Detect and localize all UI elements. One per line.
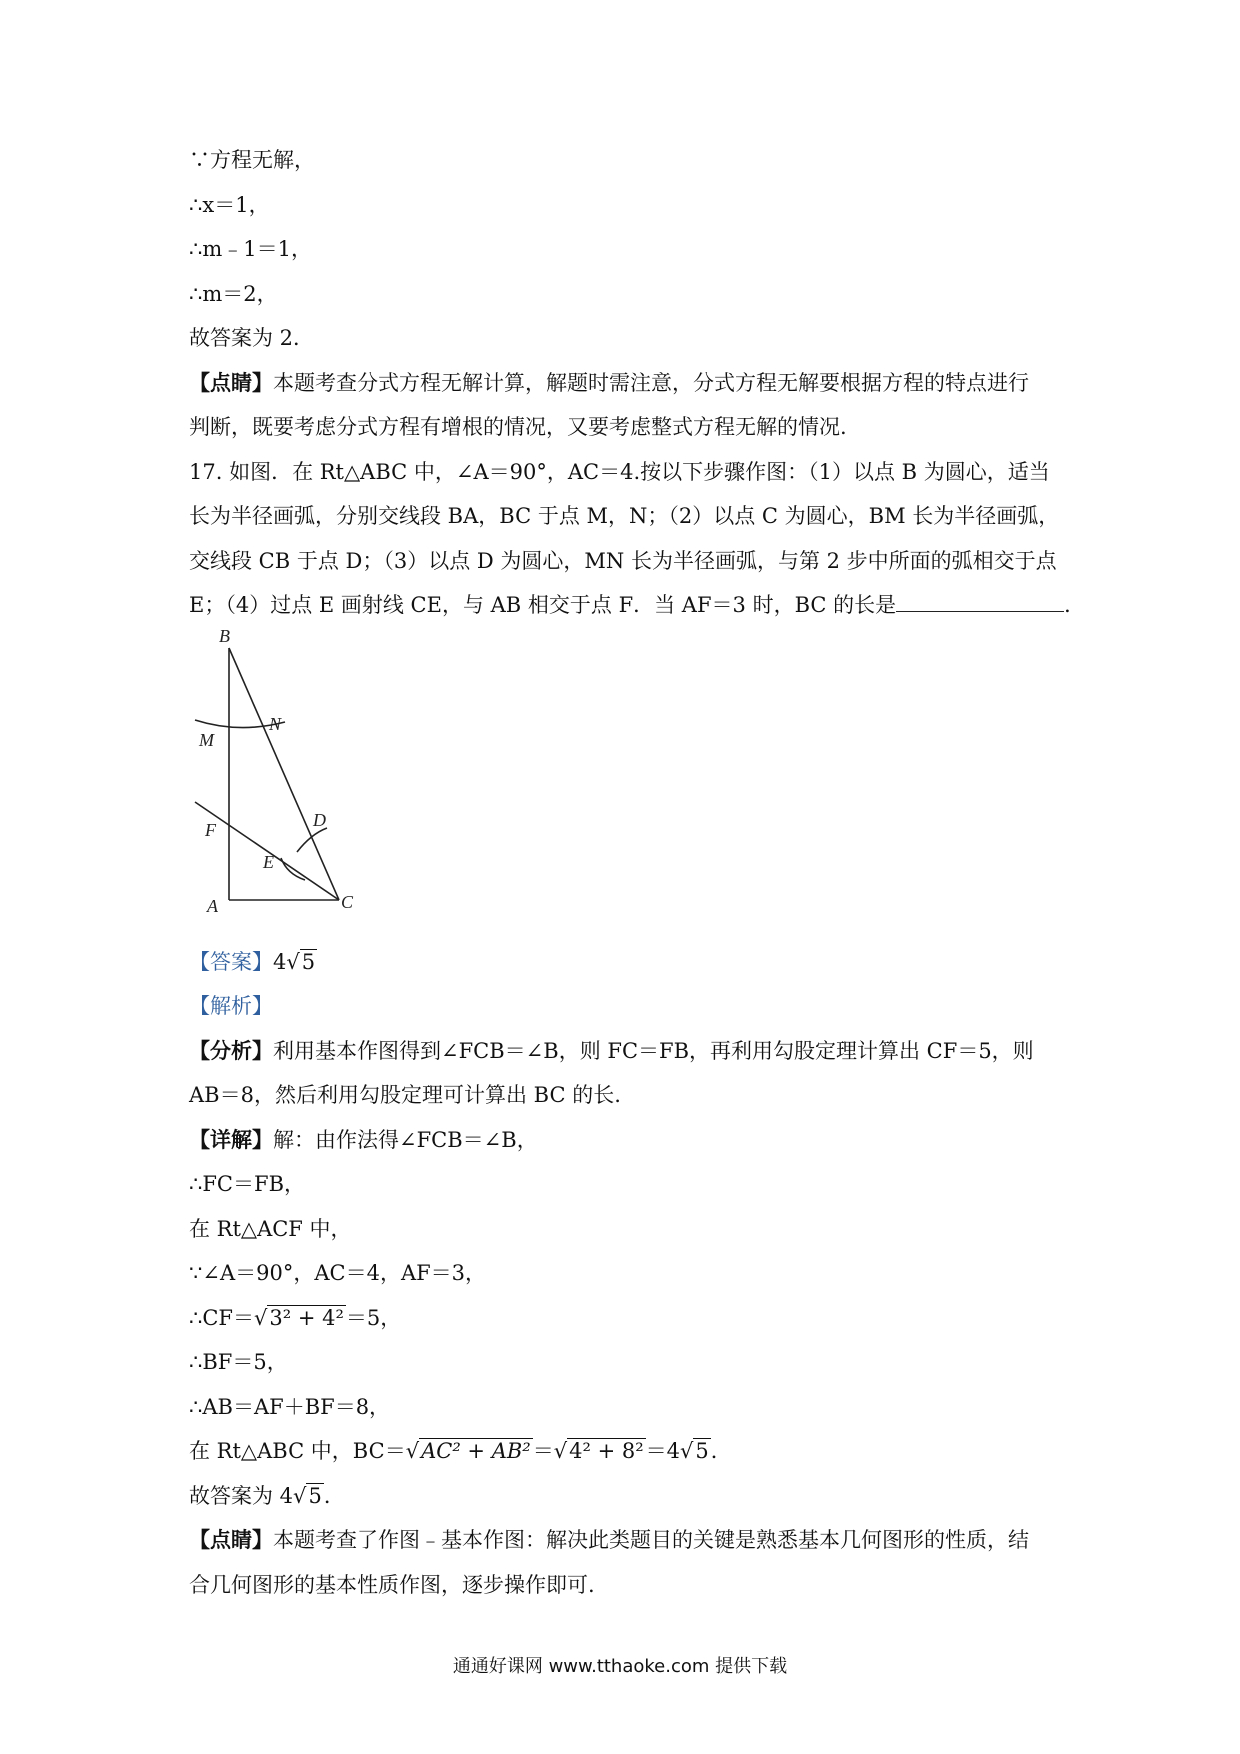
comment-text: 本题考查分式方程无解计算，解题时需注意，分式方程无解要根据方程的特点进行 bbox=[273, 370, 1029, 395]
detail-text: 解：由作法得∠FCB＝∠B， bbox=[273, 1127, 538, 1152]
analysis-heading bbox=[189, 984, 1069, 1029]
footer-source: 通通好课网 www.tthaoke.com 提供下载 bbox=[452, 1656, 788, 1677]
sqrt-icon: √ bbox=[254, 1305, 268, 1330]
step-line: ∴FC＝FB， bbox=[189, 1172, 306, 1196]
comment-line: 合几何图形的基本性质作图，逐步操作即可. bbox=[189, 1572, 595, 1597]
step-line: ∴BF＝5， bbox=[189, 1350, 288, 1374]
comment-text: 本题考查了作图﹣基本作图：解决此类题目的关键是熟悉基本几何图形的性质，结 bbox=[273, 1528, 1029, 1552]
sqrt-icon: √ bbox=[405, 1439, 420, 1463]
triangle-construction-figure bbox=[189, 622, 379, 912]
answer-tag: 【答案】 bbox=[189, 949, 273, 974]
question-17-line-1: 17. 如图．在 Rt△ABC 中，∠A＝90°，AC＝4.按以下步骤作图：（1）以点 B 为圆心，适当 bbox=[189, 459, 1050, 484]
radicand: 5 bbox=[308, 1483, 322, 1508]
label-a: A bbox=[207, 896, 218, 912]
period: ． bbox=[710, 1439, 732, 1463]
step-text: 故答案为 4 bbox=[189, 1483, 294, 1508]
radicand: AC² + AB² bbox=[421, 1439, 531, 1463]
text-line: ∴m﹣1＝1， bbox=[189, 237, 312, 261]
question-17-text: E；（4）过点 E 画射线 CE，与 AB 相交于点 F．当 AF＝3 时，BC 的长是 bbox=[189, 593, 897, 617]
analysis-tag: 【解析】 bbox=[189, 994, 273, 1018]
step-text: 在 Rt△ABC 中，BC＝ bbox=[189, 1439, 406, 1463]
label-d: D bbox=[313, 810, 326, 830]
equals: ＝ bbox=[532, 1439, 554, 1463]
label-c: C bbox=[341, 892, 354, 912]
label-e: E bbox=[263, 852, 274, 872]
text-line: ∴x＝1， bbox=[189, 192, 270, 217]
radicand: 4² + 8² bbox=[569, 1439, 644, 1463]
analysis-sub-tag: 【分析】 bbox=[189, 1037, 273, 1063]
period: ． bbox=[1064, 593, 1086, 617]
label-b: B bbox=[219, 626, 230, 646]
comment-line bbox=[189, 361, 1069, 406]
answer-radicand: 5 bbox=[301, 949, 316, 974]
label-m: M bbox=[199, 730, 214, 750]
sqrt-icon: √ bbox=[293, 1483, 307, 1508]
step-line bbox=[189, 1474, 1069, 1519]
sqrt-icon: √ bbox=[680, 1439, 694, 1463]
step-text: ∴CF＝ bbox=[189, 1305, 254, 1330]
comment-tag: 【点睛】 bbox=[189, 1527, 273, 1552]
radicand: 3² + 4² bbox=[269, 1305, 344, 1330]
question-17-line-2: 长为半径画弧，分别交线段 BA，BC 于点 M，N；（2）以点 C 为圆心，BM 长为半径画弧， bbox=[189, 504, 1060, 528]
detail-tag: 【详解】 bbox=[189, 1126, 273, 1152]
sqrt-icon: √ bbox=[286, 949, 300, 974]
text-line: ∴m＝2， bbox=[189, 281, 278, 306]
analysis-line-1 bbox=[189, 1029, 1069, 1074]
answer-line bbox=[189, 940, 1069, 985]
text-line: ∵方程无解， bbox=[189, 148, 315, 172]
comment-line bbox=[189, 1518, 1069, 1563]
text-line: 故答案为 2． bbox=[189, 326, 315, 350]
step-line bbox=[189, 1429, 1069, 1474]
step-line bbox=[189, 1296, 1069, 1341]
answer-blank bbox=[896, 593, 1064, 612]
step-text: ＝5， bbox=[345, 1305, 402, 1330]
sqrt-icon: √ bbox=[553, 1439, 568, 1463]
period: ． bbox=[323, 1483, 345, 1508]
equals: ＝4 bbox=[645, 1439, 680, 1463]
label-n: N bbox=[269, 714, 282, 734]
answer-coefficient: 4 bbox=[273, 949, 287, 974]
step-line: 在 Rt△ACF 中， bbox=[189, 1216, 352, 1241]
radicand: 5 bbox=[695, 1439, 709, 1463]
analysis-text: 利用基本作图得到∠FCB＝∠B，则 FC＝FB，再利用勾股定理计算出 CF＝5，则 bbox=[273, 1038, 1034, 1063]
analysis-line-2: AB＝8，然后利用勾股定理可计算出 BC 的长. bbox=[189, 1083, 621, 1107]
label-f: F bbox=[205, 820, 216, 840]
detail-line bbox=[189, 1118, 1069, 1163]
comment-tag: 【点睛】 bbox=[189, 369, 273, 395]
question-17-line-4 bbox=[189, 583, 1086, 628]
step-line: ∵∠A＝90°，AC＝4，AF＝3， bbox=[189, 1261, 487, 1285]
step-line: ∴AB＝AF＋BF＝8， bbox=[189, 1394, 391, 1419]
question-17-line-3: 交线段 CB 于点 D；（3）以点 D 为圆心，MN 长为半径画弧，与第 2 步中所面的弧相交于点 bbox=[189, 548, 1057, 573]
text-line: 判断，既要考虑分式方程有增根的情况，又要考虑整式方程无解的情况. bbox=[189, 415, 847, 439]
